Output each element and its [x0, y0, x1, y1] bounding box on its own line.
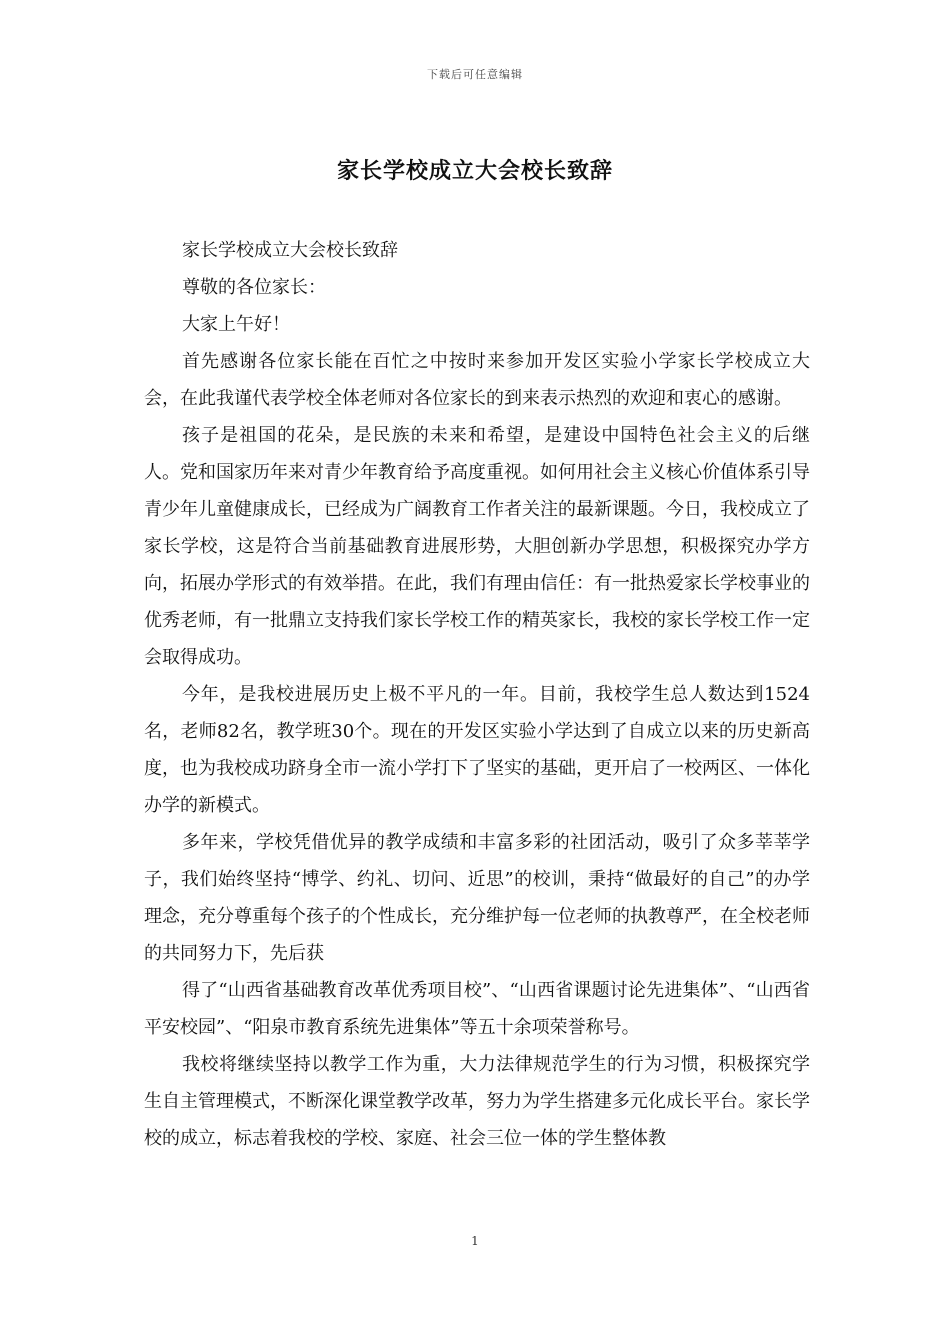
paragraph-achievements: 多年来，学校凭借优异的教学成绩和丰富多彩的社团活动，吸引了众多莘莘学子，我们始终坚持“博学、约礼、切问、近思”的校训，秉持“做最好的自己”的办学理念，充分尊重每个孩子的个性成长，充分维护每一位老师的执教尊严，在全校老师的共同努力下，先后获	[144, 832, 810, 964]
paragraph-thanks: 首先感谢各位家长能在百忙之中按时来参加开发区实验小学家长学校成立大会，在此我谨代表学校全体老师对各位家长的到来表示热烈的欢迎和衷心的感谢。	[144, 351, 810, 409]
paragraph-salutation: 尊敬的各位家长：	[182, 277, 326, 298]
paragraph-honors: 得了“山西省基础教育改革优秀项目校”、“山西省课题讨论先进集体”、“山西省平安校园”、“阳泉市教育系统先进集体”等五十余项荣誉称号。	[144, 980, 810, 1038]
page-number: 1	[471, 1234, 479, 1248]
document-title: 家长学校成立大会校长致辞	[336, 158, 613, 184]
paragraph-school-development: 今年，是我校进展历史上极不平凡的一年。目前，我校学生总人数达到1524名，老师82名，教学班30个。现在的开发区实验小学达到了自成立以来的历史新高度，也为我校成功跻身全市一流小学打下了坚实的基础，更开启了一校两区、一体化办学的新模式。	[144, 684, 810, 816]
paragraph-continuation: 我校将继续坚持以教学工作为重，大力法律规范学生的行为习惯，积极探究学生自主管理模式，不断深化课堂教学改革，努力为学生搭建多元化成长平台。家长学校的成立，标志着我校的学校、家庭、社会三位一体的学生整体教	[144, 1054, 810, 1149]
paragraph-greeting: 大家上午好！	[182, 314, 290, 335]
document-body	[144, 232, 810, 1157]
paragraph-children-future: 孩子是祖国的花朵，是民族的未来和希望，是建设中国特色社会主义的后继人。党和国家历年来对青少年教育给予高度重视。如何用社会主义核心价值体系引导青少年儿童健康成长，已经成为广阔教育工作者关注的最新课题。今日，我校成立了家长学校，这是符合当前基础教育进展形势，大胆创新办学思想，积极探究办学方向，拓展办学形式的有效举措。在此，我们有理由信任：有一批热爱家长学校事业的优秀老师，有一批鼎立支持我们家长学校工作的精英家长，我校的家长学校工作一定会取得成功。	[144, 425, 810, 668]
page-header-note: 下载后可任意编辑	[427, 68, 523, 81]
paragraph-subtitle: 家长学校成立大会校长致辞	[182, 240, 398, 261]
